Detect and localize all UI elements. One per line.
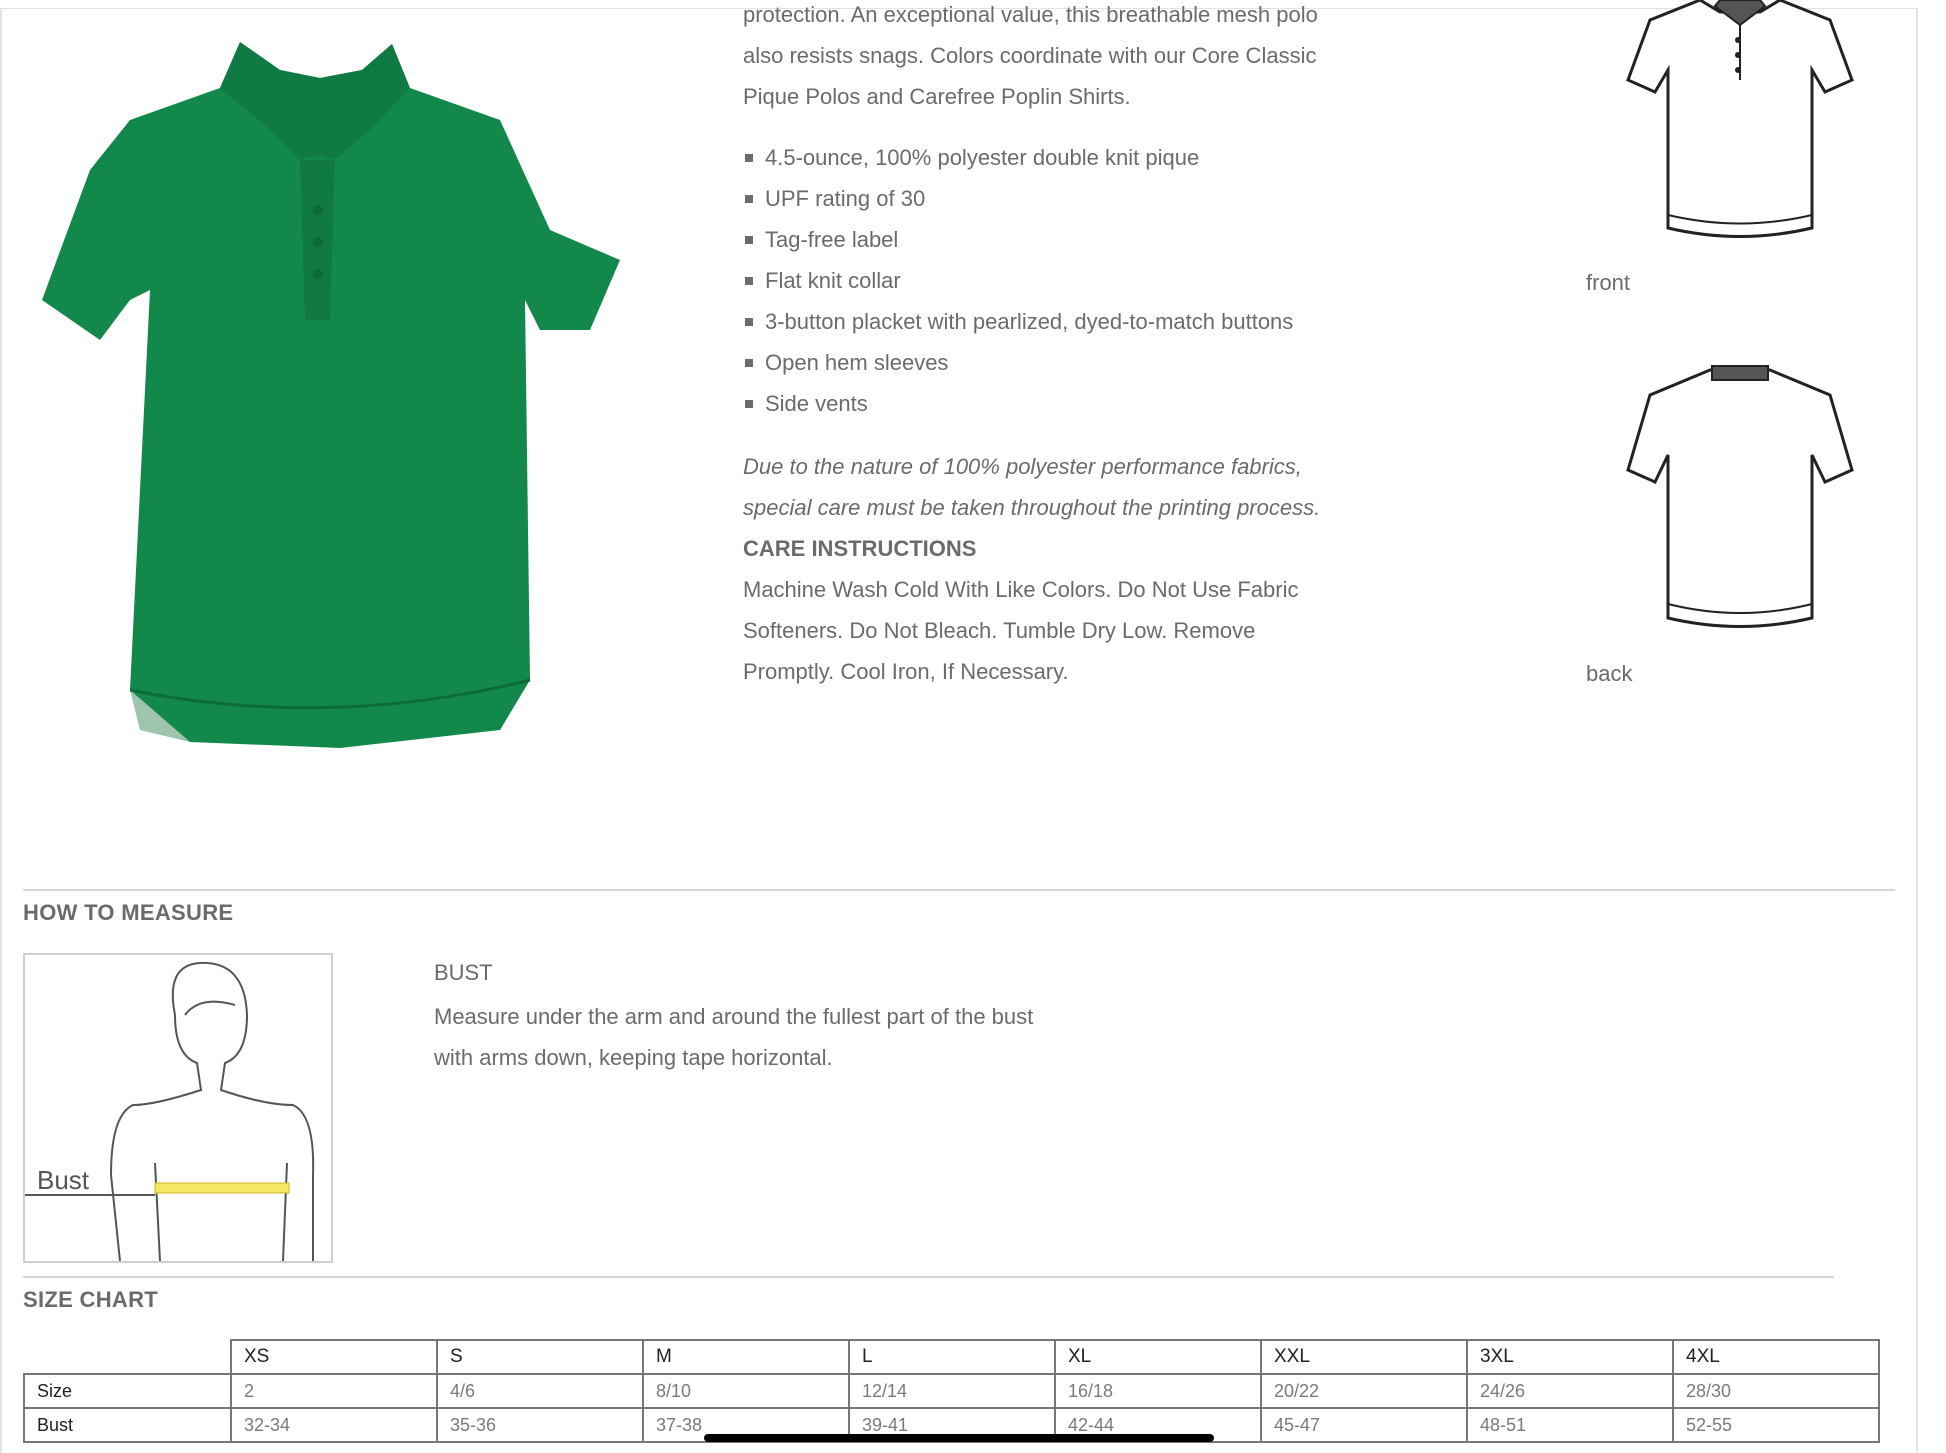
- feature-list: [743, 137, 1383, 424]
- bullet-square-icon: [745, 359, 753, 367]
- back-flat-sketch: [1620, 360, 1860, 635]
- table-cell: 24/26: [1467, 1374, 1673, 1408]
- bullet-square-icon: [745, 154, 753, 162]
- row-label: Bust: [24, 1408, 231, 1442]
- figure-outline-illustration: [25, 955, 331, 1261]
- feature-item: [743, 342, 1383, 383]
- table-cell: 37-38: [643, 1408, 849, 1442]
- bust-instruction-line: with arms down, keeping tape horizontal.: [434, 1045, 833, 1070]
- feature-item: [743, 260, 1383, 301]
- printing-note-line: Due to the nature of 100% polyester performance fabrics,: [743, 454, 1302, 479]
- table-cell: 12/14: [849, 1374, 1055, 1408]
- table-cell: 48-51: [1467, 1408, 1673, 1442]
- description-intro: [743, 0, 1383, 117]
- feature-text: UPF rating of 30: [765, 186, 926, 211]
- table-cell: 32-34: [231, 1408, 437, 1442]
- bullet-square-icon: [745, 277, 753, 285]
- column-header: 3XL: [1467, 1340, 1673, 1374]
- bust-instruction-line: Measure under the arm and around the fullest part of the bust: [434, 1004, 1034, 1029]
- bullet-square-icon: [745, 318, 753, 326]
- column-header: 4XL: [1673, 1340, 1879, 1374]
- feature-text: Side vents: [765, 391, 868, 416]
- table-cell: 45-47: [1261, 1408, 1467, 1442]
- care-line: Machine Wash Cold With Like Colors. Do Not Use Fabric: [743, 577, 1299, 602]
- size-chart-heading: SIZE CHART: [23, 1287, 158, 1312]
- table-cell: 20/22: [1261, 1374, 1467, 1408]
- intro-line: protection. An exceptional value, this breathable mesh polo: [743, 2, 1318, 27]
- bust-diagram-label: Bust: [37, 1165, 90, 1195]
- feature-item: [743, 301, 1383, 342]
- feature-item: [743, 178, 1383, 219]
- feature-text: Flat knit collar: [765, 268, 901, 293]
- size-chart-table: [23, 1339, 1880, 1443]
- column-header: M: [643, 1340, 849, 1374]
- table-cell: 39-41: [849, 1408, 1055, 1442]
- size-chart-header-row: [24, 1340, 1879, 1374]
- feature-item: [743, 219, 1383, 260]
- intro-line: Pique Polos and Carefree Poplin Shirts.: [743, 84, 1131, 109]
- feature-item: [743, 137, 1383, 178]
- how-to-measure-heading: HOW TO MEASURE: [23, 900, 234, 925]
- feature-text: Tag-free label: [765, 227, 899, 252]
- bust-measure-diagram: [23, 953, 333, 1263]
- horizontal-scrollbar[interactable]: [704, 1434, 1214, 1442]
- intro-line: also resists snags. Colors coordinate with our Core Classic: [743, 43, 1317, 68]
- column-header: XXL: [1261, 1340, 1467, 1374]
- table-row: [24, 1374, 1879, 1408]
- table-cell: 28/30: [1673, 1374, 1879, 1408]
- product-photo-green-polo: [30, 30, 630, 760]
- table-cell: 2: [231, 1374, 437, 1408]
- front-label: front: [1586, 270, 1631, 295]
- table-cell: 42-44: [1055, 1408, 1261, 1442]
- feature-text: Open hem sleeves: [765, 350, 949, 375]
- table-cell: 8/10: [643, 1374, 849, 1408]
- column-header: S: [437, 1340, 643, 1374]
- care-line: Softeners. Do Not Bleach. Tumble Dry Low. Remove: [743, 618, 1256, 643]
- column-header: XL: [1055, 1340, 1261, 1374]
- column-header: XS: [231, 1340, 437, 1374]
- feature-text: 4.5-ounce, 100% polyester double knit pique: [765, 145, 1200, 170]
- bullet-square-icon: [745, 195, 753, 203]
- bullet-square-icon: [745, 400, 753, 408]
- bust-title: BUST: [434, 960, 493, 985]
- table-cell: 52-55: [1673, 1408, 1879, 1442]
- section-divider: [23, 1276, 1834, 1278]
- back-label: back: [1586, 661, 1633, 686]
- feature-text: 3-button placket with pearlized, dyed-to-match buttons: [765, 309, 1294, 334]
- table-cell: 4/6: [437, 1374, 643, 1408]
- table-cell: 35-36: [437, 1408, 643, 1442]
- table-cell: 16/18: [1055, 1374, 1261, 1408]
- product-description: [743, 0, 1383, 692]
- bust-instructions: [434, 996, 1134, 1078]
- bullet-square-icon: [745, 236, 753, 244]
- printing-note-line: special care must be taken throughout the printing process.: [743, 495, 1321, 520]
- row-label: Size: [24, 1374, 231, 1408]
- section-divider: [23, 889, 1895, 891]
- care-line: Promptly. Cool Iron, If Necessary.: [743, 659, 1069, 684]
- empty-header-cell: [24, 1340, 231, 1374]
- front-flat-sketch: [1620, 0, 1860, 245]
- care-instructions-heading: CARE INSTRUCTIONS: [743, 536, 977, 561]
- feature-item: [743, 383, 1383, 424]
- column-header: L: [849, 1340, 1055, 1374]
